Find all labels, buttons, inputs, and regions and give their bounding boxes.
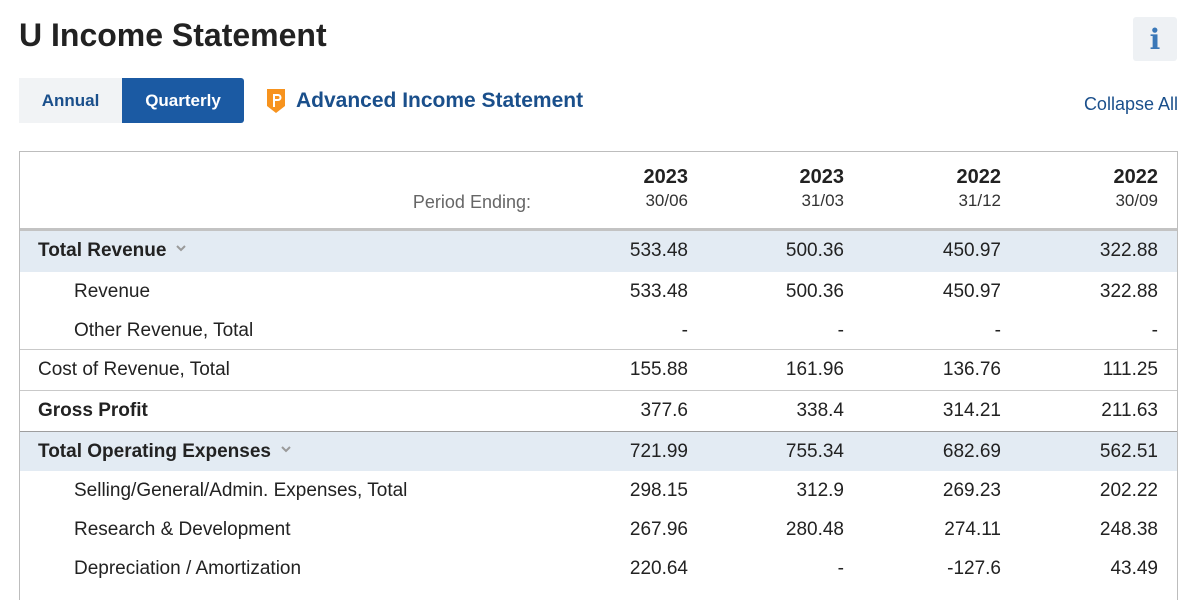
table-cell: 533.48: [629, 281, 688, 302]
row-label: Other Revenue, Total: [74, 320, 254, 341]
table-cell: 274.11: [944, 519, 1001, 540]
premium-p-icon: [264, 87, 288, 115]
table-cell: 312.9: [796, 480, 844, 501]
collapse-all-link[interactable]: Collapse All: [1083, 94, 1178, 114]
row-label: Depreciation / Amortization: [74, 558, 302, 579]
table-cell: 314.21: [942, 400, 1001, 421]
period-year: 2022: [956, 166, 1001, 188]
period-date: 30/06: [645, 191, 688, 210]
chevron-down-icon[interactable]: [176, 243, 186, 253]
row-label: Selling/General/Admin. Expenses, Total: [74, 480, 408, 501]
period-ending-label: Period Ending:: [412, 192, 531, 212]
tab-quarterly[interactable]: Quarterly: [122, 78, 244, 123]
advanced-income-statement-label: Advanced Income Statement: [296, 89, 584, 112]
page-title: U Income Statement: [19, 17, 327, 53]
row-label-text: Total Revenue: [38, 240, 167, 261]
period-column-3: [851, 166, 1001, 211]
period-column-1: [538, 166, 688, 211]
table-cell: 533.48: [629, 240, 688, 261]
chevron-down-icon[interactable]: [281, 444, 291, 454]
table-cell: -: [837, 558, 844, 579]
table-cell: 322.88: [1099, 240, 1158, 261]
table-cell: 322.88: [1099, 281, 1158, 302]
table-cell: 136.76: [942, 359, 1001, 380]
table-cell: -: [994, 320, 1001, 341]
table-cell: 161.96: [785, 359, 844, 380]
table-cell: 155.88: [629, 359, 688, 380]
period-year: 2023: [643, 166, 688, 188]
table-cell: 500.36: [785, 281, 844, 302]
period-year: 2022: [1113, 166, 1158, 188]
row-label: Gross Profit: [38, 400, 148, 421]
info-icon[interactable]: i: [1133, 17, 1177, 61]
row-research-development: [20, 510, 1177, 549]
row-label: Cost of Revenue, Total: [38, 359, 230, 380]
row-label-text: Total Operating Expenses: [38, 441, 271, 462]
row-label: [38, 441, 291, 463]
row-gross-profit: [20, 391, 1177, 432]
table-cell: 721.99: [629, 441, 688, 462]
table-cell: 338.4: [796, 400, 844, 421]
period-date: 31/03: [801, 191, 844, 210]
period-year: 2023: [799, 166, 844, 188]
table-cell: 211.63: [1101, 400, 1158, 421]
row-sga-expenses: [20, 471, 1177, 510]
table-cell: 450.97: [942, 281, 1001, 302]
table-cell: -: [837, 320, 844, 341]
table-cell: 248.38: [1099, 519, 1158, 540]
row-label: [38, 240, 186, 262]
table-cell: 280.48: [785, 519, 844, 540]
table-cell: 755.34: [785, 441, 844, 462]
period-date: 31/12: [958, 191, 1001, 210]
table-cell: 298.15: [629, 480, 688, 501]
row-cost-of-revenue: [20, 350, 1177, 391]
row-label: Revenue: [74, 281, 151, 302]
tab-annual[interactable]: Annual: [19, 78, 122, 123]
table-cell: 269.23: [942, 480, 1001, 501]
table-cell: 202.22: [1099, 480, 1158, 501]
advanced-income-statement-link[interactable]: [264, 87, 583, 115]
row-depreciation-amortization: [20, 549, 1177, 588]
period-tabs: [19, 78, 244, 123]
table-cell: 111.25: [1102, 359, 1158, 380]
table-cell: 682.69: [942, 441, 1001, 462]
table-cell: -: [1151, 320, 1158, 341]
period-date: 30/09: [1115, 191, 1158, 210]
row-total-operating-expenses[interactable]: [20, 432, 1177, 471]
table-cell: -: [681, 320, 688, 341]
row-total-revenue[interactable]: [20, 231, 1177, 272]
table-header: [20, 152, 1177, 231]
income-table: [19, 151, 1178, 600]
row-label: Research & Development: [74, 519, 291, 540]
table-cell: 220.64: [629, 558, 688, 579]
table-cell: 450.97: [942, 240, 1001, 261]
table-cell: 500.36: [785, 240, 844, 261]
row-other-revenue: [20, 311, 1177, 350]
table-cell: -127.6: [947, 558, 1001, 579]
period-column-4: [1008, 166, 1158, 211]
table-cell: 43.49: [1110, 558, 1158, 579]
table-cell: 267.96: [629, 519, 688, 540]
row-revenue: [20, 272, 1177, 311]
period-column-2: [694, 166, 844, 211]
table-cell: 377.6: [640, 400, 688, 421]
table-cell: 562.51: [1099, 441, 1158, 462]
